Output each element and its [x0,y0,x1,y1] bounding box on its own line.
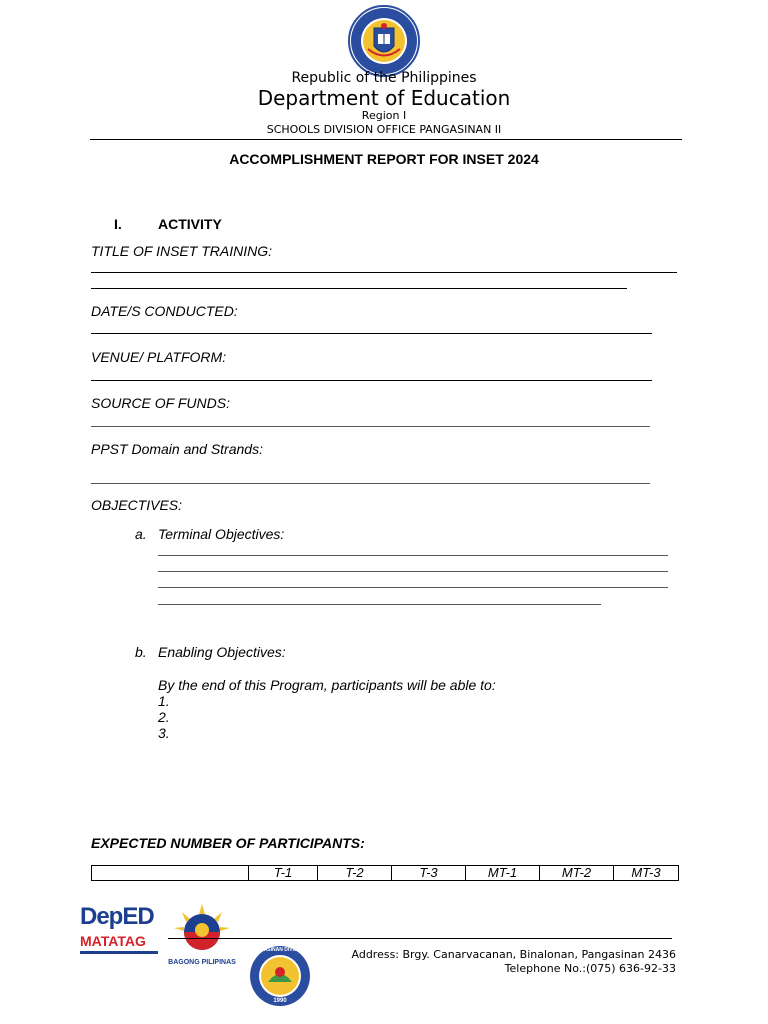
title-of-training-line-2[interactable] [91,288,627,289]
venue-line[interactable] [91,380,652,381]
enabling-objectives-label: Enabling Objectives: [158,644,286,660]
participants-col-mt3: MT-3 [614,866,679,881]
footer-divider [168,938,672,939]
participants-col-blank [92,866,249,881]
date-conducted-line[interactable] [91,333,652,334]
enabling-objective-item-1: 1. [158,693,170,709]
division-seal [248,944,312,1008]
enabling-objective-item-2: 2. [158,709,170,725]
participants-col-t2: T-2 [318,866,392,881]
footer-telephone: Telephone No.:(075) 636-92-33 [504,962,676,975]
terminal-objectives-marker: a. [135,526,147,542]
title-of-training-line-1[interactable] [91,272,677,273]
deped-seal [338,4,430,78]
footer-address: Address: Brgy. Canarvacanan, Binalonan, Pangasinan 2436 [351,948,676,961]
section-number: I. [114,216,122,232]
source-of-funds-label: SOURCE OF FUNDS: [91,395,230,411]
participants-header-row [92,866,679,881]
region-line: Region I [361,109,407,122]
enabling-objectives-intro: By the end of this Program, participants will be able to: [158,677,496,693]
ppst-line[interactable] [91,483,650,484]
division-seal-year: 1990 [273,998,287,1004]
source-of-funds-line[interactable] [91,426,650,427]
section-title: ACTIVITY [158,216,222,232]
bagong-pilipinas-logo [168,902,236,966]
enabling-objectives-marker: b. [135,644,147,660]
terminal-objectives-line-2[interactable] [158,571,668,572]
participants-table [91,865,679,881]
deped-matatag-logo [80,904,164,968]
venue-label: VENUE/ PLATFORM: [91,349,227,365]
bagong-pilipinas-text: BAGONG PILIPINAS [168,959,236,966]
matatag-logo-text: MATATAG [80,933,146,949]
division-line: SCHOOLS DIVISION OFFICE PANGASINAN II [266,123,502,136]
terminal-objectives-line-1[interactable] [158,555,668,556]
department-name: Department of Education [257,86,511,110]
ppst-label: PPST Domain and Strands: [91,441,263,457]
objectives-label: OBJECTIVES: [91,497,183,513]
terminal-objectives-line-4[interactable] [158,604,601,605]
participants-label: EXPECTED NUMBER OF PARTICIPANTS: [91,835,365,851]
participants-col-t3: T-3 [392,866,466,881]
participants-col-t1: T-1 [249,866,318,881]
report-title: ACCOMPLISHMENT REPORT FOR INSET 2024 [229,151,539,167]
participants-col-mt2: MT-2 [540,866,614,881]
terminal-objectives-label: Terminal Objectives: [158,526,285,542]
date-conducted-label: DATE/S CONDUCTED: [91,303,238,319]
division-seal-text: PANGASINAN DIVISION II [249,947,311,953]
enabling-objective-item-3: 3. [158,725,170,741]
republic-line: Republic of the Philippines [291,70,477,86]
deped-logo-text: DepED [80,903,154,930]
header-divider [90,139,682,140]
title-of-training-label: TITLE OF INSET TRAINING: [91,243,272,259]
terminal-objectives-line-3[interactable] [158,587,668,588]
participants-col-mt1: MT-1 [466,866,540,881]
matatag-underline [80,951,158,954]
